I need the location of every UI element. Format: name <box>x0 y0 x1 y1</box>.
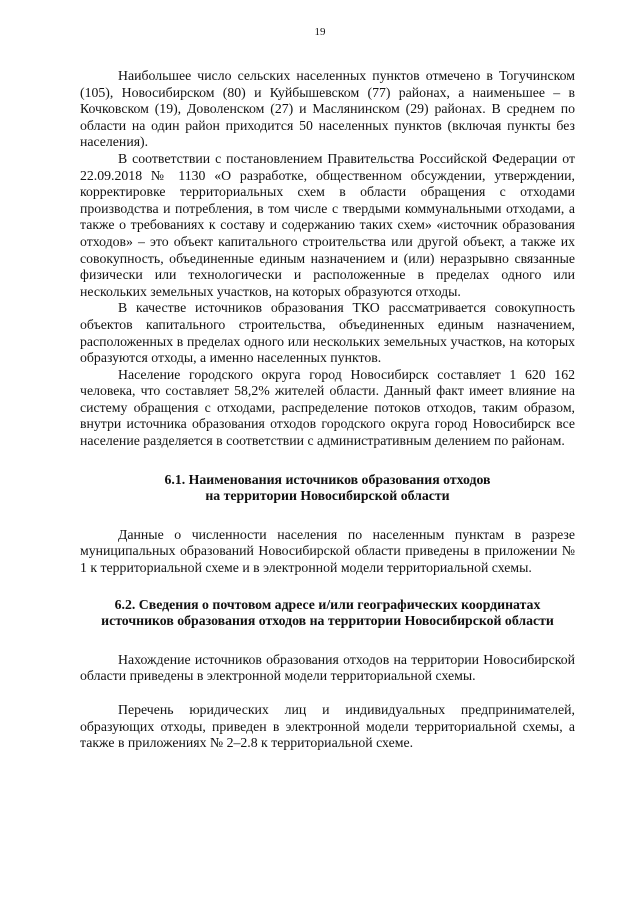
paragraph-tko-sources: В качестве источников образования ТКО рассматривается совокупность объектов капитального строительства, объединенных единым назначением, расположенных в пределах одного или нескольких земельных участков, на которых образуются отходы, а именно населенных пунктов. <box>80 300 575 366</box>
paragraph-novosibirsk-population: Население городского округа город Новосибирск составляет 1 620 162 человека, что составляет 58,2% жителей области. Данный факт имеет влияние на систему обращения с отходами, распределение потоков отходов, таким образом, внутри источника образования отходов городского округа город Новосибирск все население разделяется в соответствии с административным делением по районам. <box>80 366 575 449</box>
section-6-2-text-location: Нахождение источников образования отходов на территории Новосибирской области приведены в электронной модели территориальной схемы. <box>80 651 575 684</box>
page-number: 19 <box>314 26 326 38</box>
section-6-1-text: Данные о численности населения по населенным пунктам в разрезе муниципальных образований Новосибирской области приведены в приложении № 1 к территориальной схеме и в электронной модели территориальной схемы. <box>80 526 575 576</box>
section-6-2-heading-line1: 6.2. Сведения о почтовом адресе и/или географических координатах <box>114 596 541 612</box>
section-6-1-heading-line1: 6.1. Наименования источников образования отходов <box>164 471 491 487</box>
section-6-2-text-entities: Перечень юридических лиц и индивидуальных предпринимателей, образующих отходы, приведен в электронной модели территориальной схемы, а также в приложениях № 2–2.8 к территориальной схеме. <box>80 702 575 751</box>
paragraph-settlements-count: Наибольшее число сельских населенных пунктов отмечено в Тогучинском (105), Новосибирском (80) и Куйбышевском (77) районах, а наименьшее – в Кочковском (19), Доволенском (27) и Маслянинском (29) районах. В среднем по области на один район приходится 50 населенных пунктов (включая пункты без населения). <box>80 68 575 150</box>
section-6-2-heading <box>80 597 575 630</box>
section-6-1-heading <box>80 472 575 505</box>
section-6-1-heading-line2: на территории Новосибирской области <box>205 488 450 504</box>
section-6-2-heading-line2: источников образования отходов на территории Новосибирской области <box>101 613 554 629</box>
paragraph-waste-source-definition: В соответствии с постановлением Правительства Российской Федерации от 22.09.2018 № 1130 «О разработке, общественном обсуждении, утверждении, корректировке территориальных схем в области обращения с отходами производства и потребления, в том числе с твердыми коммунальными отходами, а также о требованиях к составу и содержанию таких схем» «источник образования отходов» – это объект капитального строительства или другой объект, а также их совокупность, объединенные единым назначением и (или) неразрывно связанные физически или технологически и расположенные в пределах одного или нескольких земельных участков, на которых образуются отходы. <box>80 150 575 299</box>
document-body <box>80 68 575 752</box>
